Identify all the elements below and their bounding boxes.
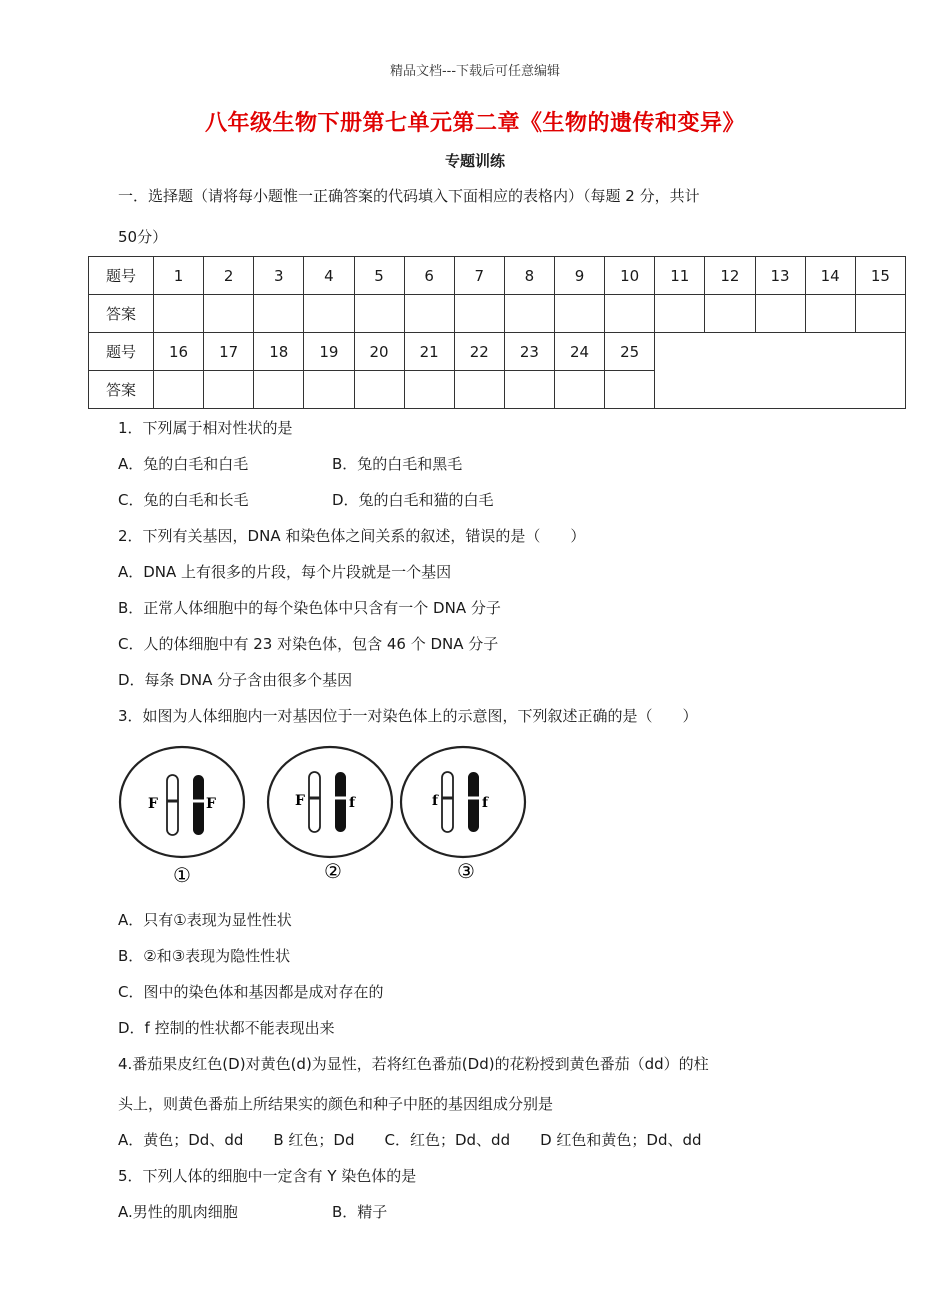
q2-option-d: D．每条 DNA 分子含由很多个基因 [118, 671, 353, 689]
q3-option-a: A．只有①表现为显性性状 [118, 911, 292, 929]
question-number: 8 [504, 257, 554, 295]
cell-1 [120, 747, 244, 885]
q2-option-a: A．DNA 上有很多的片段，每个片段就是一个基因 [118, 563, 452, 581]
answer-cell[interactable] [504, 295, 554, 333]
q2-option-b: B．正常人体细胞中的每个染色体中只含有一个 DNA 分子 [118, 599, 501, 617]
gene-label: f [482, 795, 489, 811]
answer-cell[interactable] [605, 295, 655, 333]
row-label-number: 题号 [89, 333, 154, 371]
q2-option-c: C．人的体细胞中有 23 对染色体，包含 46 个 DNA 分子 [118, 635, 499, 653]
answer-cell[interactable] [454, 371, 504, 409]
question-number: 23 [504, 333, 554, 371]
table-row-answers-1 [89, 295, 906, 333]
question-number: 18 [254, 333, 304, 371]
q3-option-d: D．f 控制的性状都不能表现出来 [118, 1019, 335, 1037]
q3-stem: 3．如图为人体细胞内一对基因位于一对染色体上的示意图，下列叙述正确的是（ ） [118, 707, 698, 725]
answer-cell[interactable] [605, 371, 655, 409]
question-number: 15 [855, 257, 905, 295]
question-number: 7 [454, 257, 504, 295]
document-title: 八年级生物下册第七单元第二章《生物的遗传和变异》 [204, 111, 745, 136]
q4-stem-line1: 4.番茄果皮红色(D)对黄色(d)为显性，若将红色番茄(Dd)的花粉授到黄色番茄（dd）的柱 [118, 1055, 709, 1073]
question-number: 24 [555, 333, 605, 371]
question-number: 16 [154, 333, 204, 371]
q1-option-a: A．兔的白毛和白毛 [118, 455, 249, 473]
answer-cell[interactable] [705, 295, 755, 333]
question-number: 2 [204, 257, 254, 295]
answer-cell[interactable] [855, 295, 905, 333]
answer-cell[interactable] [805, 295, 855, 333]
chromosome-figure [118, 745, 528, 885]
question-number: 5 [354, 257, 404, 295]
answer-cell[interactable] [404, 371, 454, 409]
q2-stem: 2．下列有关基因，DNA 和染色体之间关系的叙述，错误的是（ ） [118, 527, 586, 545]
answer-cell[interactable] [304, 295, 354, 333]
question-number: 22 [454, 333, 504, 371]
row-label-answer: 答案 [89, 295, 154, 333]
q5-option-b: B．精子 [332, 1203, 388, 1221]
answer-cell[interactable] [154, 371, 204, 409]
answer-cell[interactable] [655, 295, 705, 333]
answer-cell[interactable] [555, 371, 605, 409]
document-subtitle: 专题训练 [444, 152, 505, 170]
cell-number-label: ① [173, 863, 191, 885]
q1-option-b: B．兔的白毛和黑毛 [332, 455, 463, 473]
answer-cell[interactable] [304, 371, 354, 409]
question-number: 3 [254, 257, 304, 295]
answer-cell[interactable] [555, 295, 605, 333]
answer-cell[interactable] [755, 295, 805, 333]
row-label-number: 题号 [89, 257, 154, 295]
question-number: 17 [204, 333, 254, 371]
gene-label: f [431, 793, 438, 809]
row-label-answer: 答案 [89, 371, 154, 409]
header-note: 精品文档---下载后可任意编辑 [389, 64, 561, 79]
question-number: 21 [404, 333, 454, 371]
question-number: 25 [605, 333, 655, 371]
q3-option-c: C．图中的染色体和基因都是成对存在的 [118, 983, 384, 1001]
answer-cell[interactable] [354, 371, 404, 409]
cell-2 [268, 747, 392, 883]
gene-label: F [295, 793, 305, 809]
question-number: 12 [705, 257, 755, 295]
answer-cell[interactable] [404, 295, 454, 333]
table-row-numbers-1 [89, 257, 906, 295]
q1-option-c: C．兔的白毛和长毛 [118, 491, 249, 509]
cell-number-label: ② [324, 859, 342, 883]
answer-table [88, 256, 906, 409]
question-number: 13 [755, 257, 805, 295]
question-number: 10 [605, 257, 655, 295]
answer-cell[interactable] [254, 371, 304, 409]
q4-options: A．黄色；Dd、dd B 红色；Dd C．红色；Dd、dd D 红色和黄色；Dd、dd [118, 1131, 702, 1149]
answer-cell[interactable] [354, 295, 404, 333]
cell-number-label: ③ [457, 859, 475, 883]
answer-cell[interactable] [254, 295, 304, 333]
question-number: 11 [655, 257, 705, 295]
question-number: 6 [404, 257, 454, 295]
gene-label: f [349, 795, 356, 811]
gene-label: F [206, 796, 216, 812]
answer-cell[interactable] [454, 295, 504, 333]
question-number: 1 [154, 257, 204, 295]
question-number: 9 [555, 257, 605, 295]
question-number: 19 [304, 333, 354, 371]
answer-cell[interactable] [204, 295, 254, 333]
question-number: 4 [304, 257, 354, 295]
question-number: 20 [354, 333, 404, 371]
q1-stem: 1．下列属于相对性状的是 [118, 419, 293, 437]
section1-instructions-line1: 一．选择题（请将每小题惟一正确答案的代码填入下面相应的表格内）（每题 2 分，共计 [118, 187, 700, 205]
q5-option-a: A.男性的肌肉细胞 [118, 1203, 238, 1221]
section1-instructions-line2: 50分） [118, 228, 168, 246]
q4-stem-line2: 头上，则黄色番茄上所结果实的颜色和种子中胚的基因组成分别是 [118, 1095, 554, 1113]
answer-cell[interactable] [204, 371, 254, 409]
table-row-numbers-2 [89, 333, 906, 371]
answer-cell[interactable] [504, 371, 554, 409]
cell-3 [401, 747, 525, 883]
question-number: 14 [805, 257, 855, 295]
gene-label: F [148, 796, 158, 812]
q3-option-b: B．②和③表现为隐性性状 [118, 947, 291, 965]
table-empty-block [655, 333, 906, 409]
answer-cell[interactable] [154, 295, 204, 333]
q1-option-d: D．兔的白毛和猫的白毛 [332, 491, 494, 509]
q5-stem: 5．下列人体的细胞中一定含有 Y 染色体的是 [118, 1167, 417, 1185]
